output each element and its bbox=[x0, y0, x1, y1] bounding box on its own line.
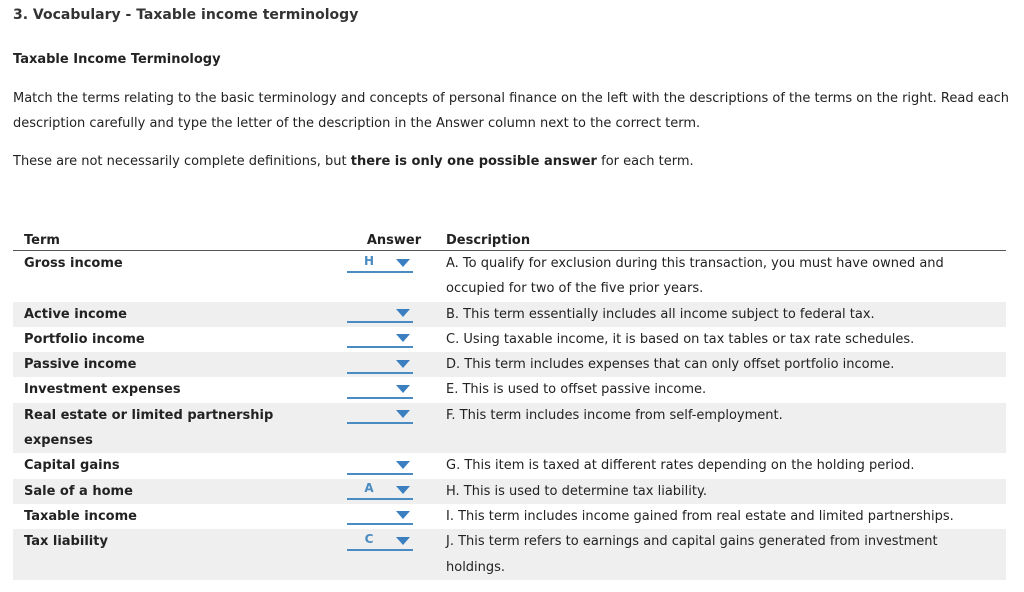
description-cell: A. To qualify for exclusion during this transaction, you must have owned and bbox=[446, 256, 944, 271]
description-cell: G. This item is taxed at different rates depending on the holding period. bbox=[446, 458, 915, 474]
table-row bbox=[13, 327, 1006, 352]
description-cell: holdings. bbox=[446, 555, 1006, 580]
answer-cell bbox=[342, 352, 446, 377]
answer-value: A bbox=[364, 481, 374, 496]
note-suffix: for each term. bbox=[596, 154, 694, 169]
table-row bbox=[13, 403, 1006, 428]
header-term: Term bbox=[13, 226, 342, 251]
answer-cell bbox=[342, 428, 446, 453]
header-answer: Answer bbox=[342, 226, 446, 251]
table-row bbox=[13, 529, 1006, 554]
chevron-down-icon bbox=[396, 537, 410, 545]
description-cell: C. Using taxable income, it is based on tax tables or tax rate schedules. bbox=[446, 331, 915, 347]
header-description: Description bbox=[446, 226, 1006, 251]
term-cell bbox=[13, 276, 342, 301]
term-cell: Sale of a home bbox=[13, 479, 342, 504]
term-cell: Gross income bbox=[24, 256, 123, 271]
chevron-down-icon bbox=[396, 385, 410, 393]
answer-value: C bbox=[364, 531, 374, 546]
answer-cell bbox=[342, 377, 446, 402]
note-text bbox=[13, 149, 1013, 174]
section-title: Taxable Income Terminology bbox=[13, 52, 221, 67]
note-bold: there is only one possible answer bbox=[350, 154, 597, 169]
answer-dropdown[interactable] bbox=[347, 533, 413, 551]
answer-dropdown[interactable] bbox=[347, 482, 413, 500]
term-cell: Tax liability bbox=[13, 529, 342, 554]
answer-cell bbox=[342, 327, 446, 352]
table-row bbox=[13, 453, 1006, 478]
description-cell: occupied for two of the five prior years. bbox=[446, 281, 704, 297]
term-cell: Capital gains bbox=[24, 458, 120, 474]
answer-dropdown[interactable] bbox=[347, 457, 413, 475]
terminology-table bbox=[13, 226, 1006, 580]
description-cell: F. This term includes income from self-employment. bbox=[446, 403, 1006, 428]
term-cell: Portfolio income bbox=[24, 331, 145, 347]
answer-cell bbox=[342, 403, 446, 428]
table-row bbox=[13, 251, 1006, 277]
page-title: 3. Vocabulary - Taxable income terminology bbox=[13, 7, 359, 23]
answer-cell bbox=[342, 555, 446, 580]
description-cell: J. This term refers to earnings and capital gains generated from investment bbox=[446, 529, 1006, 554]
table-header-row bbox=[13, 226, 1006, 251]
chevron-down-icon bbox=[396, 259, 410, 267]
description-cell: H. This is used to determine tax liability. bbox=[446, 479, 1006, 504]
answer-dropdown[interactable] bbox=[347, 406, 413, 424]
description-cell bbox=[446, 428, 1006, 453]
term-cell: Taxable income bbox=[24, 508, 137, 524]
term-cell: Real estate or limited partnership bbox=[13, 403, 342, 428]
instructions-text: Match the terms relating to the basic terminology and concepts of personal finance on the left with the descriptions of the terms on the right. Read each description carefully and type the letter of the description in the Answer column next to the correct term. bbox=[13, 91, 1010, 131]
note-prefix: These are not necessarily complete definitions, but bbox=[13, 154, 351, 169]
answer-dropdown[interactable] bbox=[347, 330, 413, 348]
answer-dropdown[interactable] bbox=[347, 356, 413, 374]
answer-dropdown[interactable] bbox=[347, 507, 413, 525]
description-cell: B. This term essentially includes all income subject to federal tax. bbox=[446, 302, 1006, 327]
answer-dropdown[interactable] bbox=[347, 255, 413, 273]
term-cell: Investment expenses bbox=[24, 382, 181, 398]
table-row bbox=[13, 377, 1006, 402]
answer-cell bbox=[342, 453, 446, 478]
chevron-down-icon bbox=[396, 461, 410, 469]
description-cell: E. This is used to offset passive income. bbox=[446, 382, 707, 398]
answer-cell bbox=[342, 251, 446, 277]
table-row bbox=[13, 302, 1006, 327]
table-body bbox=[13, 251, 1006, 580]
term-cell bbox=[13, 555, 342, 580]
answer-cell bbox=[342, 276, 446, 301]
table-row bbox=[13, 276, 1006, 301]
table-row bbox=[13, 555, 1006, 580]
table-row bbox=[13, 479, 1006, 504]
chevron-down-icon bbox=[396, 486, 410, 494]
answer-cell bbox=[342, 504, 446, 529]
chevron-down-icon bbox=[396, 360, 410, 368]
answer-dropdown[interactable] bbox=[347, 381, 413, 399]
description-cell: D. This term includes expenses that can only offset portfolio income. bbox=[446, 352, 1006, 377]
chevron-down-icon bbox=[396, 309, 410, 317]
description-cell: I. This term includes income gained from real estate and limited partnerships. bbox=[446, 508, 954, 524]
term-cell: Active income bbox=[13, 302, 342, 327]
answer-value: H bbox=[363, 253, 375, 268]
table-row bbox=[13, 352, 1006, 377]
chevron-down-icon bbox=[396, 410, 410, 418]
table-row bbox=[13, 504, 1006, 529]
term-cell: Passive income bbox=[13, 352, 342, 377]
chevron-down-icon bbox=[396, 334, 410, 342]
answer-cell bbox=[342, 479, 446, 504]
answer-dropdown[interactable] bbox=[347, 305, 413, 323]
term-cell: expenses bbox=[13, 428, 342, 453]
table-row bbox=[13, 428, 1006, 453]
answer-cell bbox=[342, 302, 446, 327]
answer-cell bbox=[342, 529, 446, 554]
chevron-down-icon bbox=[396, 511, 410, 519]
